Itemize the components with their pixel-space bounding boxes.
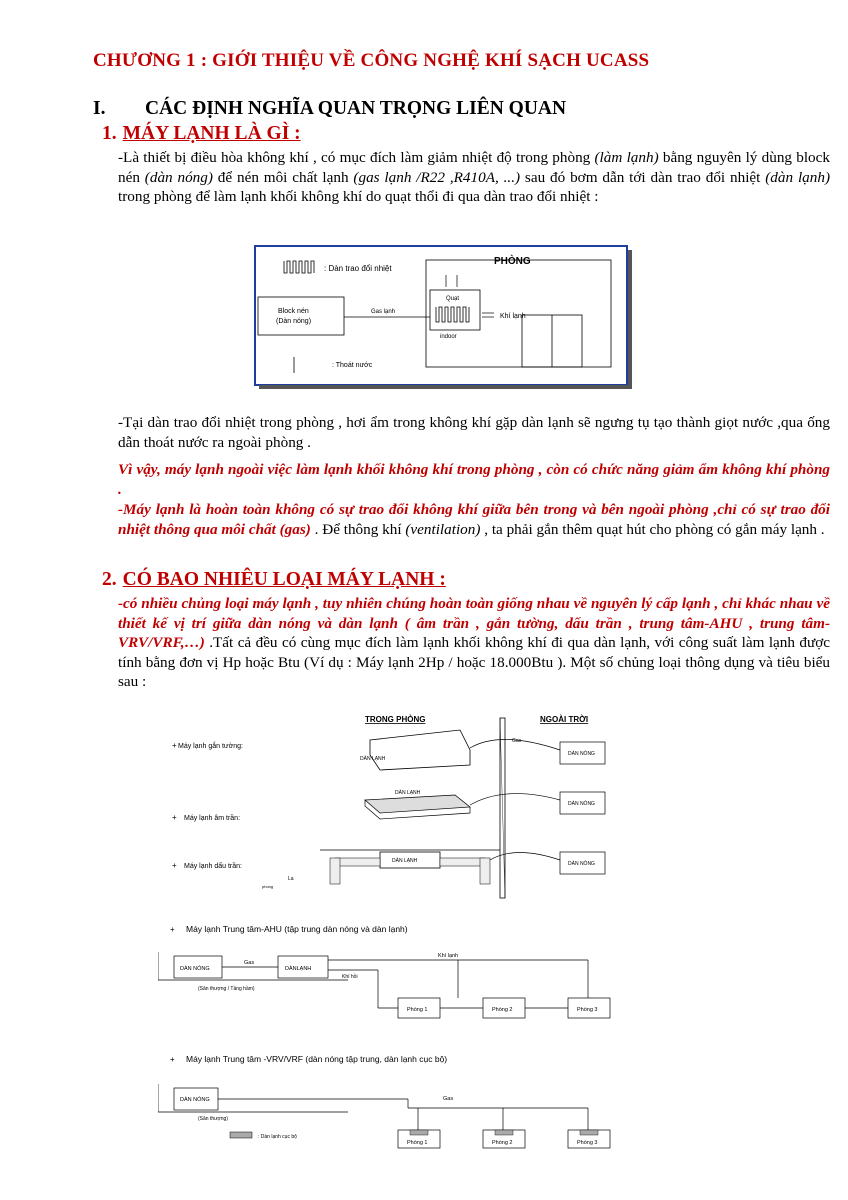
bullet: + bbox=[172, 741, 177, 750]
local-indoor-unit bbox=[495, 1130, 513, 1135]
room-label: Phòng 1 bbox=[407, 1140, 428, 1146]
subsection-2-number: 2. bbox=[102, 569, 117, 590]
text: sau đó bơm dẫn tới dàn trao đổi nhiệt bbox=[520, 168, 766, 186]
outdoor-unit-label: DÀN NÓNG bbox=[180, 966, 210, 972]
room-label: PHÒNG bbox=[494, 256, 531, 267]
ceiling-type-label: Máy lạnh âm trần: bbox=[184, 815, 241, 822]
gas-pipe bbox=[470, 794, 560, 805]
la-label: La bbox=[288, 876, 294, 882]
room-label: Phòng 2 bbox=[492, 1007, 513, 1013]
phong-label: phong bbox=[262, 884, 274, 889]
text-emphasis: -Máy lạnh là hoàn toàn không có sự trao đổi không khí giữa bên trong và bên ngoài phòng ,chỉ có sự trao đổi nhiệt thông qua môi chất (gas) bbox=[118, 501, 830, 538]
text-italic: (dàn lạnh) bbox=[765, 168, 831, 186]
outdoor-unit-label: DÀN NÓNG bbox=[568, 751, 595, 757]
cold-air-label: Khí lạnh bbox=[500, 313, 526, 320]
local-indoor-unit bbox=[580, 1130, 598, 1135]
gas-label: Gas lạnh bbox=[371, 309, 396, 315]
duct bbox=[440, 858, 485, 866]
gas-label: Gas bbox=[443, 1096, 454, 1102]
ahu-unit-label: DÀNLẠNH bbox=[285, 966, 312, 972]
text-italic: (ventilation) bbox=[405, 520, 481, 538]
concealed-type-label: Máy lạnh dấu trần: bbox=[184, 863, 242, 870]
text: . Để thông khí bbox=[310, 520, 406, 538]
location-label: (Sân thượng / Tầng hầm) bbox=[198, 986, 255, 992]
paragraph-condensation: -Tại dàn trao đổi nhiệt trong phòng , hơi ẩm trong không khí gặp dàn lạnh sẽ ngưng tụ tạo thành giọt nước ,qua ống dẫn thoát nước ra ngoài phòng . bbox=[118, 414, 830, 451]
text: để nén môi chất lạnh bbox=[212, 168, 354, 186]
paragraph-ventilation bbox=[118, 500, 830, 539]
subsection-2-heading bbox=[102, 569, 446, 591]
section-title: CÁC ĐỊNH NGHĨA QUAN TRỌNG LIÊN QUAN bbox=[145, 98, 567, 119]
indoor-unit-label: DÀN LẠNH bbox=[360, 756, 386, 762]
outdoor-unit-label: DÀN NÓNG bbox=[568, 861, 595, 867]
indoor-label: indoor bbox=[440, 334, 457, 340]
bullet: + bbox=[172, 813, 177, 822]
gas-label: Gas bbox=[244, 960, 255, 966]
ac-types-diagram bbox=[170, 710, 640, 900]
vrv-diagram bbox=[158, 1048, 638, 1152]
legend-label: : Dàn lạnh cục bộ bbox=[258, 1134, 297, 1140]
paragraph-dehumidify: Vì vậy, máy lạnh ngoài việc làm lạnh khối không khí trong phòng , còn có chức năng giảm ẩm không khí phòng . bbox=[118, 461, 830, 498]
text: .Tất cả đều có cùng mục đích làm lạnh khối không khí đi qua dàn lạnh, với công suất làm lạnh được tính bằng đơn vị Hp hoặc Btu (Ví dụ : Máy lạnh 2Hp / hoặc 18.000Btu ). Một số chủng loại thông dụng và tiêu biểu sau : bbox=[118, 634, 830, 691]
fan-label: Quạt bbox=[446, 296, 460, 302]
bullet: + bbox=[170, 925, 175, 934]
outdoor-column-label: NGOÀI TRỜI bbox=[540, 715, 589, 724]
text: -Là thiết bị điều hòa không khí , có mục đích làm giảm nhiệt độ trong phòng bbox=[118, 149, 595, 166]
bullet: + bbox=[170, 1055, 175, 1064]
indoor-unit-label: DÀN LẠNH bbox=[392, 858, 418, 864]
ac-principle-diagram bbox=[254, 245, 634, 390]
duct-drop bbox=[480, 858, 490, 884]
compressor-label: Block nén bbox=[278, 308, 309, 315]
text: , ta phải gắn thêm quạt hút cho phòng có gắn máy lạnh . bbox=[480, 520, 825, 538]
text: trong phòng để làm lạnh khối không khí do quạt thổi đi qua dàn trao đổi nhiệt : bbox=[118, 188, 599, 206]
subsection-2-title: CÓ BAO NHIÊU LOẠI MÁY LẠNH : bbox=[122, 569, 446, 590]
vrv-title: Máy lạnh Trung tâm -VRV/VRF (dàn nóng tập trung, dàn lạnh cục bộ) bbox=[186, 1054, 448, 1064]
indoor-column-label: TRONG PHÒNG bbox=[365, 715, 426, 724]
room-label: Phòng 1 bbox=[407, 1007, 428, 1013]
cold-air-label: Khí lạnh bbox=[438, 953, 459, 959]
cassette-unit bbox=[365, 795, 470, 813]
paragraph-definition bbox=[118, 148, 830, 207]
duct-drop bbox=[330, 858, 340, 884]
section-heading bbox=[93, 98, 566, 120]
location-label: (Sân thượng) bbox=[198, 1116, 228, 1122]
indoor-unit-label: DÀN LẠNH bbox=[395, 790, 421, 796]
outdoor-unit-label: DÀN NÓNG bbox=[180, 1097, 210, 1103]
bullet: + bbox=[172, 861, 177, 870]
gas-label: Gas bbox=[512, 738, 522, 744]
subsection-1-number: 1. bbox=[102, 123, 117, 144]
subsection-1-title: MÁY LẠNH LÀ GÌ : bbox=[122, 123, 301, 144]
frame-shadow bbox=[628, 250, 632, 388]
text: bằng nguyên lý dùng block nén bbox=[118, 149, 830, 186]
room-label: Phòng 2 bbox=[492, 1140, 513, 1146]
wall-mounted-unit bbox=[370, 730, 470, 770]
text-emphasis: -có nhiều chủng loại máy lạnh , tuy nhiên chúng hoàn toàn giống nhau về nguyên lý cấp lạnh , chỉ khác nhau về thiết kế vị trí giữa dàn nóng và dàn lạnh ( âm trần , gắn tường, dấu trần , trung tâm-AHU , trung tâm-VRV/VRF,…) bbox=[118, 595, 830, 652]
text-italic: (dàn nóng) bbox=[144, 168, 213, 186]
text-italic: (làm lạnh) bbox=[594, 149, 659, 166]
frame-shadow bbox=[259, 385, 632, 389]
local-indoor-unit-legend-icon bbox=[230, 1132, 252, 1138]
ahu-title: Máy lạnh Trung tâm-AHU (tập trung dàn nóng và dàn lạnh) bbox=[186, 924, 408, 934]
return-air-label: Khí hồi bbox=[342, 974, 358, 980]
subsection-1-heading bbox=[102, 123, 301, 145]
legend-exchanger: : Dàn trao đổi nhiệt bbox=[324, 264, 392, 273]
section-number: I. bbox=[93, 98, 106, 119]
duct bbox=[335, 858, 380, 866]
outdoor-unit-label: DÀN NÓNG bbox=[568, 801, 595, 807]
chapter-title: CHƯƠNG 1 : GIỚI THIỆU VỀ CÔNG NGHỆ KHÍ SẠCH UCASS bbox=[93, 50, 650, 71]
compressor-sublabel: (Dàn nóng) bbox=[276, 318, 312, 325]
text-italic: (gas lạnh /R22 ,R410A, ...) bbox=[353, 168, 521, 186]
paragraph-types bbox=[118, 594, 830, 692]
room-label: Phòng 3 bbox=[577, 1140, 598, 1146]
local-indoor-unit bbox=[410, 1130, 428, 1135]
drain-label: : Thoát nước bbox=[332, 362, 373, 369]
wall-type-label: Máy lạnh gắn tường: bbox=[178, 743, 243, 750]
ahu-diagram bbox=[158, 918, 638, 1028]
room-label: Phòng 3 bbox=[577, 1007, 598, 1013]
